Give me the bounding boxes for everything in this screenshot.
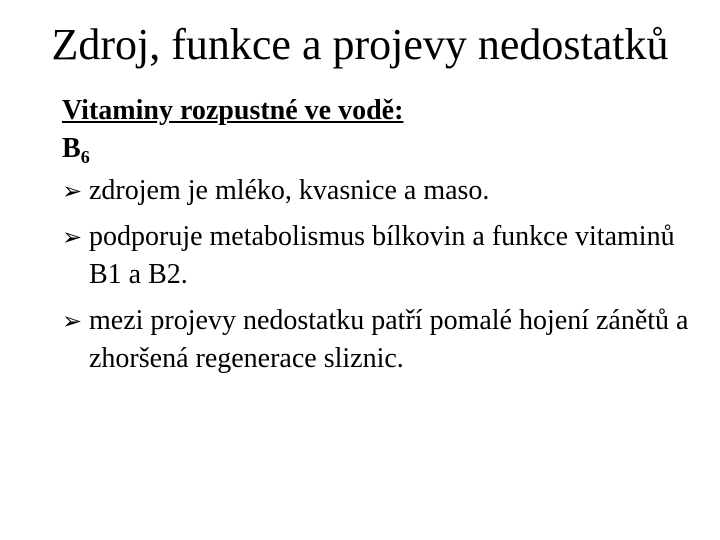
arrow-right-icon: ➢ [62, 177, 83, 205]
slide-title: Zdroj, funkce a projevy nedostatků [51, 20, 669, 69]
bullet-item-function [62, 218, 702, 294]
bullet-list [62, 172, 702, 378]
slide-content [62, 94, 702, 386]
bullet-text: mezi projevy nedostatku patří pomalé hojení zánětů a zhoršená regenerace sliznic. [89, 305, 689, 374]
vitamin-letter: B [62, 133, 81, 164]
vitamin-subscript: 6 [80, 147, 90, 167]
bullet-text: podporuje metabolismus bílkovin a funkce vitaminů B1 a B2. [89, 221, 675, 290]
arrow-right-icon: ➢ [62, 307, 83, 335]
vitamin-label [62, 132, 702, 172]
bullet-item-deficiency [62, 302, 702, 378]
bullet-item-source [62, 172, 702, 210]
arrow-right-icon: ➢ [62, 223, 83, 251]
bullet-text: zdrojem je mléko, kvasnice a maso. [89, 175, 490, 206]
section-heading: Vitaminy rozpustné ve vodě: [62, 95, 404, 126]
